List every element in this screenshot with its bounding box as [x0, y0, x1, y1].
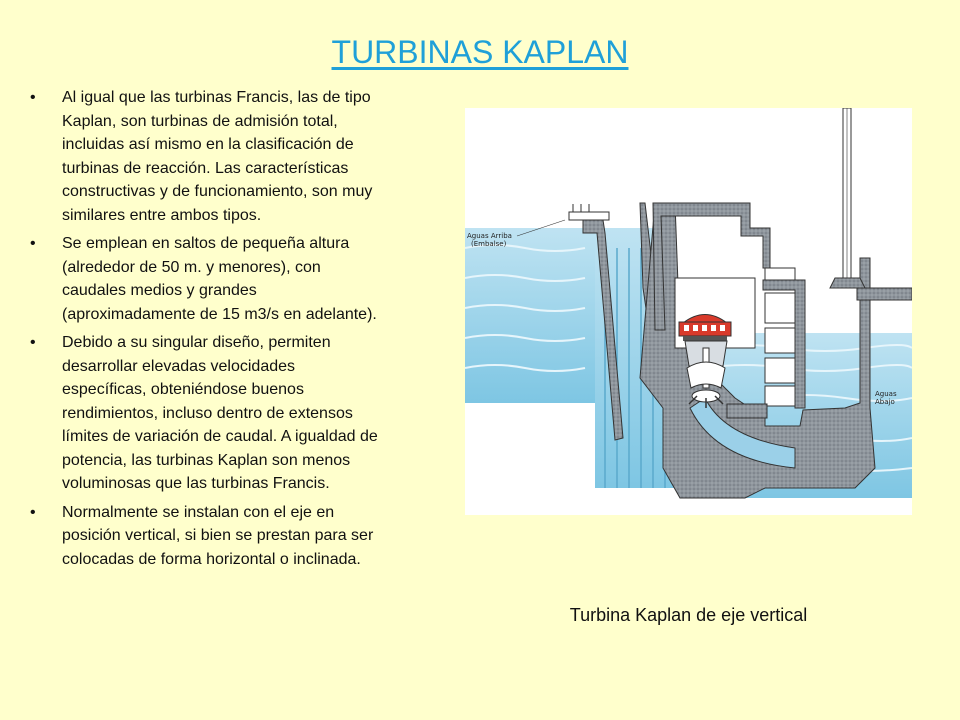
downstream-label-line1: Aguas	[875, 390, 897, 398]
tower	[830, 108, 912, 300]
bullet-item	[30, 501, 378, 572]
bullet-text: Al igual que las turbinas Francis, las de tipo Kaplan, son turbinas de admisión total, incluidas así mismo en la clasificación de turbinas de reacción. Las características constructivas y de funcionamiento, son muy similares entre ambos tipos.	[62, 89, 373, 224]
bullet-text: Normalmente se instalan con el eje en posición vertical, si bien se prestan para ser colocadas de forma horizontal o inclinada.	[62, 503, 374, 568]
bullet-text: Debido a su singular diseño, permiten desarrollar elevadas velocidades específicas, obteniéndose buenos rendimientos, incluso dentro de extensos límites de variación de caudal. A igualdad de potencia, las turbinas Kaplan son menos voluminosas que las turbinas Francis.	[62, 334, 378, 492]
bullet-item	[30, 86, 378, 227]
bullet-dot-icon: •	[30, 503, 36, 521]
kaplan-turbine-diagram	[465, 108, 912, 515]
figure-caption: Turbina Kaplan de eje vertical	[569, 605, 808, 625]
upstream-label-line2: (Embalse)	[471, 240, 507, 248]
bullet-list	[30, 86, 378, 576]
bullet-text: Se emplean en saltos de pequeña altura (alrededor de 50 m. y menores), con caudales medios y grandes (aproximadamente de 15 m3/s en adelante).	[62, 235, 377, 323]
bullet-dot-icon: •	[30, 334, 36, 351]
bullet-item	[30, 331, 378, 496]
bullet-dot-icon: •	[30, 235, 36, 252]
upstream-label-line1: Aguas Arriba	[467, 232, 512, 240]
bullet-dot-icon: •	[30, 89, 36, 106]
downstream-label	[875, 390, 897, 406]
bullet-item	[30, 232, 378, 326]
downstream-label-line2: Abajo	[875, 398, 895, 406]
upstream-water	[465, 228, 595, 403]
slide-title[interactable]: TURBINAS KAPLAN	[331, 34, 629, 70]
